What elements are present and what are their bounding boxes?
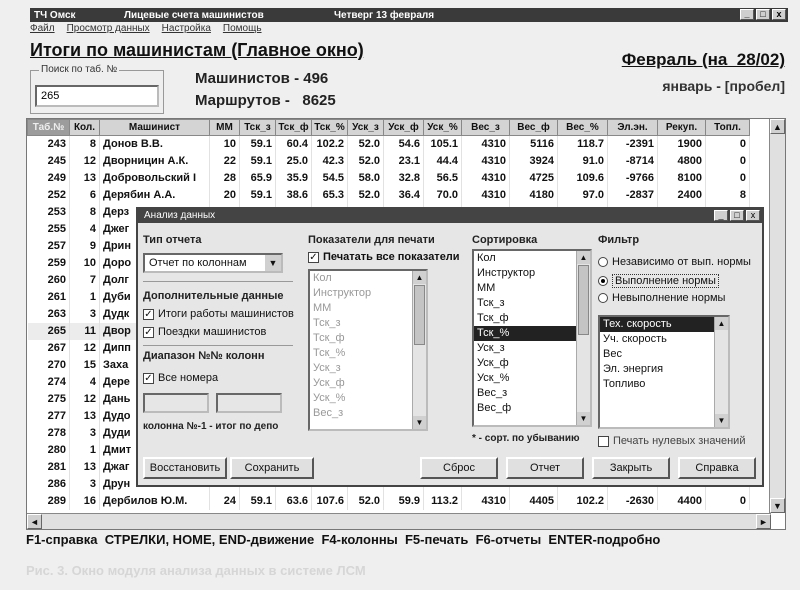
table-cell: Донов В.В. bbox=[100, 136, 210, 153]
table-cell: 8 bbox=[70, 136, 100, 153]
list-item[interactable]: Тск_з bbox=[313, 317, 341, 329]
table-cell: 3 bbox=[70, 306, 100, 323]
analysis-dialog bbox=[136, 207, 764, 487]
table-cell: 289 bbox=[28, 493, 70, 510]
table-horizontal-scrollbar[interactable] bbox=[27, 513, 771, 529]
table-cell: 24 bbox=[210, 493, 240, 510]
table-cell: 4405 bbox=[510, 493, 558, 510]
table-cell: 4400 bbox=[658, 493, 706, 510]
table-cell: 60.4 bbox=[276, 136, 312, 153]
table-cell: Дворницин А.К. bbox=[100, 153, 210, 170]
list-item[interactable]: Вес bbox=[603, 348, 622, 360]
radio-selected-icon bbox=[598, 276, 608, 286]
scroll-up-icon[interactable]: ▲ bbox=[715, 317, 728, 330]
table-cell: 10 bbox=[210, 136, 240, 153]
table-cell: 91.0 bbox=[558, 153, 608, 170]
menu-file[interactable]: Файл bbox=[30, 23, 55, 34]
divider bbox=[143, 281, 293, 282]
app-name: ТЧ Омск bbox=[34, 9, 76, 21]
table-cell: Дудк bbox=[100, 306, 210, 323]
work-time-label: Итоги работы машинистов bbox=[158, 308, 294, 320]
table-cell: Друн bbox=[100, 476, 210, 493]
list-item[interactable]: Инструктор bbox=[313, 287, 372, 299]
table-cell: 255 bbox=[28, 221, 70, 238]
window-titlebar bbox=[30, 8, 788, 22]
table-cell: 265 bbox=[28, 323, 70, 340]
table-cell: 65.3 bbox=[312, 187, 348, 204]
restore-button[interactable]: Восстановить bbox=[143, 457, 227, 479]
table-cell: 12 bbox=[70, 391, 100, 408]
table-cell: Доро bbox=[100, 255, 210, 272]
table-cell: 52.0 bbox=[348, 493, 384, 510]
table-cell: 59.9 bbox=[384, 493, 424, 510]
table-cell: Двор bbox=[100, 323, 210, 340]
print-fields-label: Показатели для печати bbox=[308, 234, 435, 246]
table-cell: Дань bbox=[100, 391, 210, 408]
table-cell: 4180 bbox=[510, 187, 558, 204]
zero-values-checkbox[interactable] bbox=[598, 435, 745, 447]
search-group bbox=[30, 64, 164, 114]
trips-checkbox[interactable] bbox=[143, 326, 266, 338]
drivers-count: Машинистов - 496 bbox=[195, 70, 329, 87]
column-note: колонна №-1 - итог по депо bbox=[143, 421, 279, 432]
current-date: Четверг 13 февраля bbox=[334, 9, 435, 21]
column-header[interactable]: Вес_ф bbox=[510, 120, 558, 136]
table-cell: 249 bbox=[28, 170, 70, 187]
report-type-value: Отчет по колоннам bbox=[149, 257, 247, 269]
column-header[interactable]: Рекуп. bbox=[658, 120, 706, 136]
list-item[interactable]: Тск_ф bbox=[313, 332, 345, 344]
list-item[interactable]: Топливо bbox=[603, 378, 646, 390]
table-cell: 8 bbox=[706, 187, 750, 204]
table-cell: 259 bbox=[28, 255, 70, 272]
checkmark-icon: ✓ bbox=[144, 326, 153, 338]
figure-caption: Рис. 3. Окно модуля анализа данных в системе ЛСМ bbox=[26, 563, 366, 578]
list-item[interactable]: Уск_% bbox=[477, 372, 510, 384]
table-cell: 2400 bbox=[658, 187, 706, 204]
list-item[interactable]: Тск_з bbox=[477, 297, 505, 309]
routes-count: Маршрутов - 8625 bbox=[195, 92, 336, 109]
range-from-input[interactable] bbox=[143, 393, 209, 413]
table-cell: 107.6 bbox=[312, 493, 348, 510]
column-header[interactable]: Тск_ф bbox=[276, 120, 312, 136]
sort-note: * - сорт. по убыванию bbox=[472, 433, 580, 444]
table-header-row bbox=[28, 120, 750, 136]
scroll-down-icon[interactable]: ▼ bbox=[413, 416, 426, 429]
table-cell: Дерз bbox=[100, 204, 210, 221]
scroll-down-icon[interactable]: ▼ bbox=[577, 412, 590, 425]
table-cell: -9766 bbox=[608, 170, 658, 187]
table-cell: 280 bbox=[28, 442, 70, 459]
table-cell: 10 bbox=[70, 255, 100, 272]
table-cell: 4310 bbox=[462, 170, 510, 187]
table-cell: 38.6 bbox=[276, 187, 312, 204]
page-title: Итоги по машинистам (Главное окно) bbox=[30, 40, 364, 60]
list-item[interactable]: Уск_% bbox=[313, 392, 346, 404]
table-cell: 3 bbox=[70, 476, 100, 493]
column-header-tab-no[interactable]: Таб.№ bbox=[28, 120, 70, 136]
table-cell: 4 bbox=[70, 374, 100, 391]
table-cell: -8714 bbox=[608, 153, 658, 170]
checkmark-icon: ✓ bbox=[309, 251, 318, 263]
scroll-up-icon[interactable]: ▲ bbox=[770, 119, 785, 134]
column-header[interactable]: Эл.эн. bbox=[608, 120, 658, 136]
list-item[interactable]: Уск_з bbox=[313, 362, 341, 374]
table-cell: -2837 bbox=[608, 187, 658, 204]
table-cell: 4310 bbox=[462, 187, 510, 204]
table-cell: 277 bbox=[28, 408, 70, 425]
print-all-checkbox[interactable] bbox=[308, 251, 460, 263]
table-cell: 0 bbox=[706, 493, 750, 510]
table-cell: 52.0 bbox=[348, 153, 384, 170]
table-cell: 35.9 bbox=[276, 170, 312, 187]
table-cell: Дере bbox=[100, 374, 210, 391]
table-cell: 3 bbox=[70, 425, 100, 442]
table-cell: 252 bbox=[28, 187, 70, 204]
menu-view-data[interactable]: Просмотр данных bbox=[66, 23, 150, 34]
hotkey-status-line: F1-справка СТРЕЛКИ, HOME, END-движение F4-колонны F5-печать F6-отчеты ENTER-подробно bbox=[26, 532, 661, 547]
list-scrollbar[interactable] bbox=[576, 251, 590, 425]
filter-radio-fulfilled[interactable] bbox=[598, 274, 719, 288]
sort-list[interactable] bbox=[472, 249, 592, 427]
table-cell: Дрин bbox=[100, 238, 210, 255]
list-item[interactable]: ММ bbox=[313, 302, 332, 314]
list-item[interactable]: Эл. энергия bbox=[603, 363, 664, 375]
checkmark-icon: ✓ bbox=[144, 372, 153, 384]
table-cell: 118.7 bbox=[558, 136, 608, 153]
table-cell: 63.6 bbox=[276, 493, 312, 510]
checkbox-icon bbox=[598, 436, 609, 447]
table-cell: 9 bbox=[70, 238, 100, 255]
list-item[interactable]: Уск_з bbox=[477, 342, 505, 354]
list-item[interactable]: Тск_% bbox=[313, 347, 346, 359]
table-cell: 253 bbox=[28, 204, 70, 221]
table-cell: 44.4 bbox=[424, 153, 462, 170]
table-cell: -2630 bbox=[608, 493, 658, 510]
filter-indicator-list[interactable] bbox=[598, 315, 730, 429]
column-header[interactable]: Уск_з bbox=[348, 120, 384, 136]
help-button[interactable]: Справка bbox=[678, 457, 756, 479]
table-cell: 7 bbox=[70, 272, 100, 289]
table-cell: Дипп bbox=[100, 340, 210, 357]
table-cell: 56.5 bbox=[424, 170, 462, 187]
report-type-select[interactable] bbox=[143, 253, 283, 273]
table-cell: 42.3 bbox=[312, 153, 348, 170]
column-header[interactable]: Уск_% bbox=[424, 120, 462, 136]
table-cell: 20 bbox=[210, 187, 240, 204]
list-item[interactable]: Тех. скорость bbox=[600, 317, 728, 332]
table-cell: 4725 bbox=[510, 170, 558, 187]
table-cell: 8100 bbox=[658, 170, 706, 187]
list-item[interactable]: Тск_ф bbox=[477, 312, 509, 324]
table-cell: 257 bbox=[28, 238, 70, 255]
table-cell: 13 bbox=[70, 170, 100, 187]
table-cell: 16 bbox=[70, 493, 100, 510]
divider bbox=[143, 345, 293, 346]
table-cell: 28 bbox=[210, 170, 240, 187]
trips-label: Поездки машинистов bbox=[158, 326, 267, 338]
table-cell: 13 bbox=[70, 459, 100, 476]
table-cell: 270 bbox=[28, 357, 70, 374]
table-cell: 36.4 bbox=[384, 187, 424, 204]
table-cell: Заха bbox=[100, 357, 210, 374]
table-cell: Джаг bbox=[100, 459, 210, 476]
table-cell: 260 bbox=[28, 272, 70, 289]
table-cell: 275 bbox=[28, 391, 70, 408]
table-row[interactable] bbox=[28, 136, 750, 153]
list-item[interactable]: Кол bbox=[313, 272, 332, 284]
reset-button[interactable]: Сброс bbox=[420, 457, 498, 479]
table-cell: 0 bbox=[706, 170, 750, 187]
table-cell: Добровольский І bbox=[100, 170, 210, 187]
table-cell: Долг bbox=[100, 272, 210, 289]
table-cell: 25.0 bbox=[276, 153, 312, 170]
list-item[interactable]: Вес_з bbox=[313, 407, 344, 419]
search-input[interactable] bbox=[35, 85, 159, 107]
table-cell: Дербилов Ю.М. bbox=[100, 493, 210, 510]
menu-settings[interactable]: Настройка bbox=[161, 23, 211, 34]
table-row[interactable] bbox=[28, 170, 750, 187]
scroll-thumb[interactable] bbox=[414, 285, 425, 345]
table-cell: 58.0 bbox=[348, 170, 384, 187]
column-header[interactable]: Топл. bbox=[706, 120, 750, 136]
column-header[interactable]: Кол. bbox=[70, 120, 100, 136]
minimize-button[interactable]: _ bbox=[740, 9, 754, 20]
dialog-minimize-button[interactable]: _ bbox=[714, 210, 728, 221]
table-cell: 13 bbox=[70, 408, 100, 425]
table-row[interactable] bbox=[28, 153, 750, 170]
list-item[interactable]: Тск_% bbox=[474, 326, 590, 341]
zero-values-label: Печать нулевых значений bbox=[613, 435, 746, 447]
table-cell: 0 bbox=[706, 136, 750, 153]
table-cell: 70.0 bbox=[424, 187, 462, 204]
table-cell: 1900 bbox=[658, 136, 706, 153]
radio-icon bbox=[598, 293, 608, 303]
table-cell: Дмит bbox=[100, 442, 210, 459]
table-cell: 105.1 bbox=[424, 136, 462, 153]
table-cell: 12 bbox=[70, 340, 100, 357]
table-cell: 59.1 bbox=[240, 153, 276, 170]
report-button[interactable]: Отчет bbox=[506, 457, 584, 479]
range-label: Диапазон №№ колонн bbox=[143, 350, 265, 362]
print-fields-list[interactable] bbox=[308, 269, 428, 431]
all-numbers-label: Все номера bbox=[158, 372, 219, 384]
table-cell: 23.1 bbox=[384, 153, 424, 170]
column-header[interactable]: Вес_з bbox=[462, 120, 510, 136]
checkmark-icon: ✓ bbox=[144, 308, 153, 320]
column-header[interactable]: Вес_% bbox=[558, 120, 608, 136]
filter-radio-independent[interactable] bbox=[598, 256, 751, 268]
list-item[interactable]: Кол bbox=[477, 252, 496, 264]
table-cell: 52.0 bbox=[348, 187, 384, 204]
table-cell: 12 bbox=[70, 153, 100, 170]
extra-data-label: Дополнительные данные bbox=[143, 290, 284, 302]
table-row[interactable] bbox=[28, 187, 750, 204]
table-cell: 5116 bbox=[510, 136, 558, 153]
list-item[interactable]: Вес_ф bbox=[477, 402, 512, 414]
scroll-thumb[interactable] bbox=[578, 265, 589, 335]
table-cell: 274 bbox=[28, 374, 70, 391]
filter-label: Фильтр bbox=[598, 234, 640, 246]
scroll-up-icon[interactable]: ▲ bbox=[577, 251, 590, 264]
table-cell: 109.6 bbox=[558, 170, 608, 187]
table-cell: -2391 bbox=[608, 136, 658, 153]
dialog-title: Анализ данных bbox=[144, 210, 216, 221]
table-row[interactable] bbox=[28, 493, 750, 510]
radio-icon bbox=[598, 257, 608, 267]
range-to-input[interactable] bbox=[216, 393, 282, 413]
table-cell: 281 bbox=[28, 459, 70, 476]
table-cell: 65.9 bbox=[240, 170, 276, 187]
chevron-down-icon[interactable]: ▼ bbox=[265, 255, 281, 271]
scroll-left-icon[interactable]: ◄ bbox=[27, 514, 42, 529]
table-cell: 102.2 bbox=[558, 493, 608, 510]
scroll-down-icon[interactable]: ▼ bbox=[770, 498, 785, 513]
table-cell: 6 bbox=[70, 187, 100, 204]
table-cell: Дуби bbox=[100, 289, 210, 306]
list-item[interactable]: Вес_з bbox=[477, 387, 508, 399]
menu-bar bbox=[30, 23, 262, 37]
table-cell: 263 bbox=[28, 306, 70, 323]
filter-radio-independent-label: Независимо от вып. нормы bbox=[612, 256, 751, 268]
column-header[interactable]: Уск_ф bbox=[384, 120, 424, 136]
list-scrollbar[interactable] bbox=[714, 317, 728, 427]
table-cell: 54.5 bbox=[312, 170, 348, 187]
table-cell: 8 bbox=[70, 204, 100, 221]
menu-help[interactable]: Помощь bbox=[222, 23, 262, 34]
filter-radio-fulfilled-label: Выполнение нормы bbox=[612, 274, 719, 288]
scroll-down-icon[interactable]: ▼ bbox=[715, 414, 728, 427]
list-item[interactable]: ММ bbox=[477, 282, 496, 294]
list-item[interactable]: Уск_ф bbox=[313, 377, 345, 389]
column-header[interactable]: ММ bbox=[210, 120, 240, 136]
month-title[interactable]: Февраль (на 28/02) bbox=[621, 50, 785, 69]
table-cell: 1 bbox=[70, 442, 100, 459]
table-cell: 59.1 bbox=[240, 136, 276, 153]
scroll-right-icon[interactable]: ► bbox=[756, 514, 771, 529]
table-cell: 1 bbox=[70, 289, 100, 306]
table-cell: 267 bbox=[28, 340, 70, 357]
table-cell: 11 bbox=[70, 323, 100, 340]
table-cell: 4310 bbox=[462, 493, 510, 510]
table-cell: 15 bbox=[70, 357, 100, 374]
table-cell: 59.1 bbox=[240, 187, 276, 204]
table-cell: Дерябин А.А. bbox=[100, 187, 210, 204]
dialog-maximize-button[interactable]: □ bbox=[730, 210, 744, 221]
table-cell: 102.2 bbox=[312, 136, 348, 153]
list-item[interactable]: Инструктор bbox=[477, 267, 536, 279]
table-cell: Дуди bbox=[100, 425, 210, 442]
dialog-close-button[interactable]: x bbox=[746, 210, 760, 221]
table-vertical-scrollbar[interactable] bbox=[769, 119, 785, 513]
list-item[interactable]: Уч. скорость bbox=[603, 333, 667, 345]
table-cell: 245 bbox=[28, 153, 70, 170]
doc-title: Лицевые счета машинистов bbox=[124, 9, 264, 21]
filter-radio-unfulfilled[interactable] bbox=[598, 292, 725, 304]
close-dialog-button[interactable]: Закрыть bbox=[592, 457, 670, 479]
table-cell: 113.2 bbox=[424, 493, 462, 510]
work-time-checkbox[interactable] bbox=[143, 308, 294, 320]
month-hint: январь - [пробел] bbox=[662, 78, 785, 94]
report-type-label: Тип отчета bbox=[143, 234, 202, 246]
all-numbers-checkbox[interactable] bbox=[143, 372, 218, 384]
table-cell: 4800 bbox=[658, 153, 706, 170]
table-cell: 243 bbox=[28, 136, 70, 153]
table-cell: 32.8 bbox=[384, 170, 424, 187]
table-cell: 286 bbox=[28, 476, 70, 493]
table-cell: 22 bbox=[210, 153, 240, 170]
save-button[interactable]: Сохранить bbox=[230, 457, 314, 479]
table-cell: 278 bbox=[28, 425, 70, 442]
search-legend: Поиск по таб. № bbox=[41, 64, 118, 75]
scroll-up-icon[interactable]: ▲ bbox=[413, 271, 426, 284]
list-item[interactable]: Уск_ф bbox=[477, 357, 509, 369]
list-scrollbar[interactable] bbox=[412, 271, 426, 429]
table-cell: 52.0 bbox=[348, 136, 384, 153]
sort-label: Сортировка bbox=[472, 234, 538, 246]
column-header[interactable]: Тск_з bbox=[240, 120, 276, 136]
table-cell: Дудо bbox=[100, 408, 210, 425]
table-cell: 4310 bbox=[462, 136, 510, 153]
table-cell: 59.1 bbox=[240, 493, 276, 510]
table-cell: Джег bbox=[100, 221, 210, 238]
table-cell: 4310 bbox=[462, 153, 510, 170]
close-button[interactable]: x bbox=[772, 9, 786, 20]
table-cell: 54.6 bbox=[384, 136, 424, 153]
maximize-button[interactable]: □ bbox=[756, 9, 770, 20]
table-cell: 3924 bbox=[510, 153, 558, 170]
filter-radio-unfulfilled-label: Невыполнение нормы bbox=[612, 292, 726, 304]
table-cell: 0 bbox=[706, 153, 750, 170]
print-all-label: Печатать все показатели bbox=[323, 251, 460, 263]
dialog-titlebar bbox=[138, 209, 762, 223]
column-header[interactable]: Тск_% bbox=[312, 120, 348, 136]
table-cell: 261 bbox=[28, 289, 70, 306]
table-cell: 97.0 bbox=[558, 187, 608, 204]
table-cell: 4 bbox=[70, 221, 100, 238]
column-header[interactable]: Машинист bbox=[100, 120, 210, 136]
